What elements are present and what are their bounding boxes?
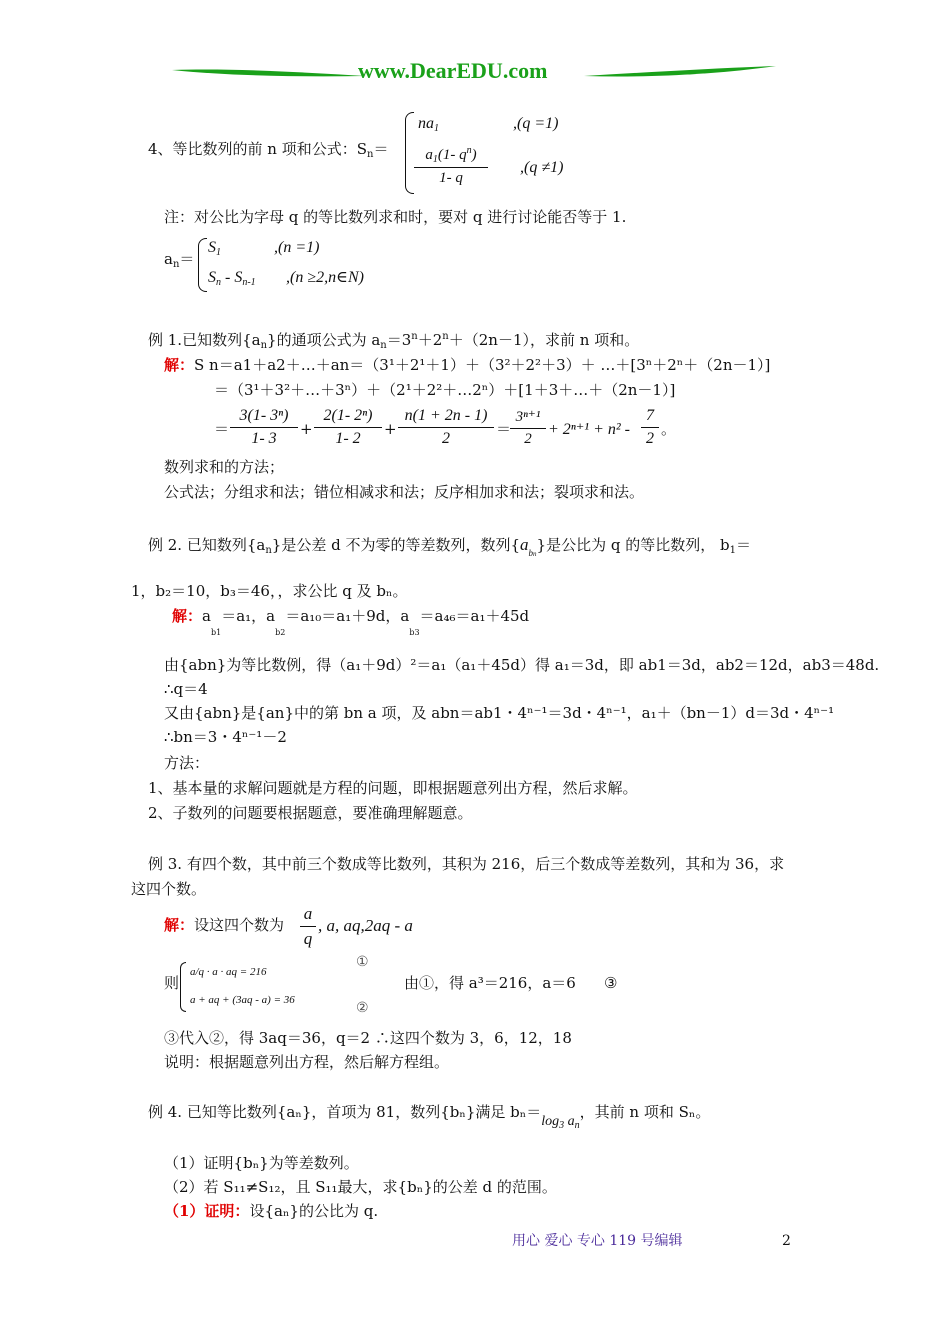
sec4-brace — [405, 112, 414, 194]
ex1-methods: 公式法；分组求和法；错位相减求和法；反序相加求和法；裂项求和法。 — [164, 483, 645, 501]
ex1-methods-title: 数列求和的方法； — [164, 458, 285, 476]
ex3-from1: 由①，得 a³＝216，a＝6 — [404, 974, 576, 992]
header-banner — [170, 56, 780, 92]
ex1-title: 例 1.已知数列$\{a_n\}$的通项公式为 $a_n=3^n+2^n+(2n-1)$，求前 n 项和。 — [148, 331, 640, 351]
ex3-sol: 解：设这四个数为 — [164, 916, 285, 934]
an-brace — [198, 238, 207, 292]
sec4-note: 注：对公比为字母 q 的等比数列求和时，要对 q 进行讨论能否等于 1. — [164, 208, 627, 226]
ex3-circle3: ③ — [604, 974, 618, 992]
ex3-sol-rest: , a, aq,2aq - a — [318, 916, 413, 935]
ex4-title: 例 4. 已知等比数列{aₙ}，首项为 81，数列{bₙ}满足 $b_n=\log_3$ $a_n$，其前 n 项和 Sₙ。 — [148, 1103, 711, 1131]
ex1-plus2: + — [384, 420, 397, 438]
ex2-title: 例 2. 已知数列$\{a_n\}$是公差 d 不为零的等差数列，数列$\{a_{bn}\}$是公比为 q 的等比数列， $b_1=$ — [148, 535, 751, 558]
an-lhs: $a_n=$ — [164, 250, 195, 270]
ex2-l2: ∴q＝4 — [164, 680, 208, 698]
ex3-l3: 说明：根据题意列出方程，然后解方程组。 — [164, 1053, 450, 1071]
right-swoosh — [580, 60, 780, 90]
ex2-l4: ∴bn＝3・4ⁿ⁻¹－2 — [164, 728, 287, 746]
ex3-sys1: a/q · a · aq = 216 — [190, 966, 267, 978]
ex3-sys-brace — [180, 962, 186, 1012]
sec4-title: 4、等比数列的前 n 项和公式：$S_n=$ — [148, 140, 389, 160]
ex3-title2: 这四个数。 — [131, 880, 207, 898]
ex1-frac2: $\frac{\text{2(1- 2ⁿ)}}{1- 2}$ — [314, 407, 382, 448]
ex1-frac5: $\frac{7}{2}$ — [641, 407, 659, 448]
ex3-circle2: ② — [356, 1000, 369, 1016]
an-case1: $S_1$ — [208, 239, 221, 258]
ex2-line2: 1，b₂＝10，b₃＝46，，求公比 q 及 bₙ。 — [131, 582, 408, 600]
ex1-eq2: ＝ — [496, 420, 512, 438]
ex2-l1: 由{abn}为等比数例，得（a₁＋9d）²＝a₁（a₁＋45d）得 a₁＝3d，即 ab1＝3d，ab2＝12d，ab3＝48d. — [164, 656, 880, 674]
ex1-frac3: $\frac{n(1 + 2n - 1)}{2}$ — [398, 407, 494, 448]
ex2-sol1: 解：$a_{b1}=a_1$，$a_{b2}=a_{10}=a_1+9d$，$a_{b3}=a_{46}=a_1+45d$ — [172, 607, 530, 637]
ex1-plus1: + — [300, 420, 313, 438]
an-case1-cond: ,(n =1) — [274, 239, 320, 256]
ex3-circle1: ① — [356, 954, 369, 970]
page-number: 2 — [782, 1233, 791, 1249]
ex1-frac1: $\frac{\text{3(1- 3ⁿ)}}{1- 3}$ — [230, 407, 298, 448]
ex3-frac: $\frac{a}{q}$ — [300, 904, 316, 949]
ex3-l2: ③代入②，得 3aq＝36，q＝2 ∴这四个数为 3，6，12，18 — [164, 1029, 572, 1047]
ex4-q1: （1）证明{bₙ}为等差数列。 — [164, 1154, 359, 1172]
ex1-frac4: $\frac{\text{3ⁿ⁺¹}}{2}$ — [510, 407, 546, 448]
footer-text: 用心 爱心 专心 119 号编辑 — [512, 1233, 683, 1249]
ex2-m2: 2、子数列的问题要根据题意，要准确理解题意。 — [148, 804, 473, 822]
ex4-proof: （1）证明：设{aₙ}的公比为 q. — [164, 1202, 379, 1220]
sec4-case1-cond: ,(q =1) — [513, 115, 559, 132]
ex3-sys2: a + aq + (3aq - a) = 36 — [190, 994, 295, 1006]
site-title[interactable]: www.DearEDU.com — [358, 58, 548, 83]
an-case2: $S_n - S_{n-1}$ — [208, 269, 256, 288]
left-swoosh — [170, 60, 370, 90]
ex4-q2: （2）若 S₁₁≠S₁₂，且 S₁₁最大，求{bₙ}的公差 d 的范围。 — [164, 1178, 557, 1196]
ex1-eq-sign: ＝ — [214, 420, 230, 438]
ex2-m0: 方法： — [164, 754, 210, 772]
ex3-ze: 则 — [164, 974, 180, 992]
ex3-title1: 例 3. 有四个数，其中前三个数成等比数列，其积为 216，后三个数成等差数列，其和为 36，求 — [148, 855, 785, 873]
sec4-case2-frac: $\frac{a_1(1- q^n)}{1- q}$ — [414, 145, 488, 187]
ex1-tail: + 2ⁿ⁺¹ + n² - — [548, 421, 630, 438]
ex1-sol-line1: 解：S n＝a1＋a2＋…＋an＝（3¹＋2¹＋1）＋（3²＋2²＋3）＋ …＋[3ⁿ＋2ⁿ＋（2n－1）] — [164, 356, 771, 374]
ex1-sol-line2: ＝（3¹＋3²＋…＋3ⁿ）＋（2¹＋2²＋…2ⁿ）＋[1＋3＋…＋（2n－1）] — [214, 381, 676, 399]
ex1-end: 。 — [661, 420, 677, 438]
sec4-case1: $na_1$ — [418, 115, 439, 134]
ex2-l3: 又由{abn}是{an}中的第 bn a 项，及 abn＝ab1・4ⁿ⁻¹＝3d・4ⁿ⁻¹，a₁＋（bn－1）d＝3d・4ⁿ⁻¹ — [164, 704, 835, 722]
ex2-m1: 1、基本量的求解问题就是方程的问题，即根据题意列出方程，然后求解。 — [148, 779, 638, 797]
sec4-case2-cond: ,(q ≠1) — [520, 159, 564, 176]
an-case2-cond: ,(n ≥2,n∈N) — [286, 269, 364, 286]
